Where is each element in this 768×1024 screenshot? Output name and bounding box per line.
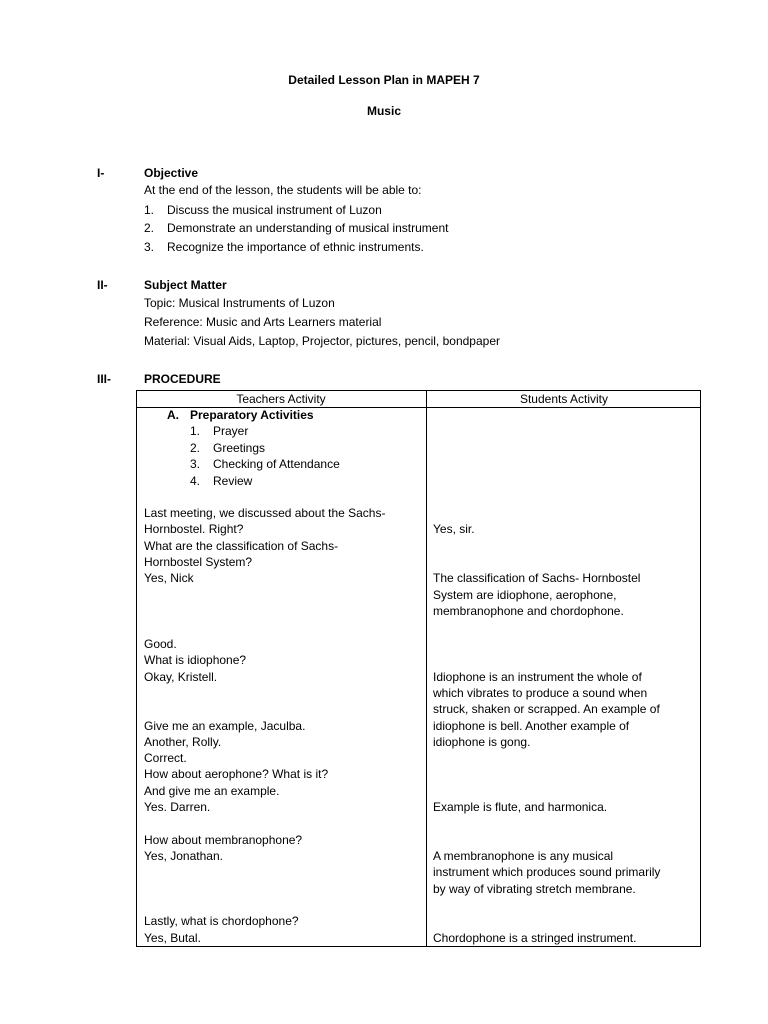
prep-item-1: Prayer [213, 424, 249, 438]
student-line: by way of vibrating stretch membrane. [433, 882, 636, 896]
prep-item-4: Review [213, 474, 253, 488]
student-line: which vibrates to produce a sound when [433, 686, 648, 700]
prep-num-4: 4. [190, 474, 201, 488]
document-title: Detailed Lesson Plan in MAPEH 7 [288, 73, 480, 87]
objective-item-3: Recognize the importance of ethnic instruments. [167, 240, 424, 254]
prep-heading: Preparatory Activities [190, 408, 314, 422]
prep-num-2: 2. [190, 441, 201, 455]
subject-material: Material: Visual Aids, Laptop, Projector, pictures, pencil, bondpaper [144, 334, 500, 348]
student-line: Example is flute, and harmonica. [433, 800, 608, 814]
student-line: The classification of Sachs- Hornbostel [433, 571, 641, 585]
teacher-line: Yes, Jonathan. [144, 849, 223, 863]
table-column-divider [426, 390, 427, 947]
student-line: System are idiophone, aerophone, [433, 588, 617, 602]
student-line: instrument which produces sound primarily [433, 865, 661, 879]
teacher-line: What are the classification of Sachs- [144, 539, 339, 553]
section3-heading: PROCEDURE [144, 372, 221, 386]
prep-item-2: Greetings [213, 441, 266, 455]
prep-letter: A. [167, 408, 179, 422]
student-line: struck, shaken or scrapped. An example of [433, 702, 660, 716]
document-subtitle: Music [366, 104, 401, 118]
teacher-line: And give me an example. [144, 784, 280, 798]
student-line: idiophone is bell. Another example of [433, 719, 630, 733]
objective-num-2: 2. [144, 221, 155, 235]
prep-num-1: 1. [190, 424, 201, 438]
teacher-line: Good. [144, 637, 177, 651]
prep-item-3: Checking of Attendance [213, 457, 340, 471]
student-line: Idiophone is an instrument the whole of [433, 670, 642, 684]
section2-heading: Subject Matter [144, 278, 227, 292]
section1-numeral: I- [97, 166, 105, 180]
student-line: A membranophone is any musical [433, 849, 614, 863]
teacher-line: Lastly, what is chordophone? [144, 914, 299, 928]
teacher-line: Give me an example, Jaculba. [144, 719, 306, 733]
subject-reference: Reference: Music and Arts Learners material [144, 315, 382, 329]
objective-item-1: Discuss the musical instrument of Luzon [167, 203, 382, 217]
teachers-activity-header: Teachers Activity [236, 392, 326, 406]
student-line: membranophone and chordophone. [433, 604, 624, 618]
students-activity-header: Students Activity [519, 392, 609, 406]
section3-numeral: III- [97, 372, 111, 386]
teacher-line: How about aerophone? What is it? [144, 767, 329, 781]
section2-numeral: II- [97, 278, 108, 292]
teacher-line: Last meeting, we discussed about the Sachs- [144, 506, 386, 520]
teacher-line: How about membranophone? [144, 833, 303, 847]
teacher-line: Yes. Darren. [144, 800, 211, 814]
teacher-line: Correct. [144, 751, 187, 765]
section1-intro: At the end of the lesson, the students will be able to: [144, 183, 422, 197]
teacher-line: Yes, Butal. [144, 931, 201, 945]
objective-item-2: Demonstrate an understanding of musical instrument [167, 221, 449, 235]
objective-num-3: 3. [144, 240, 155, 254]
teacher-line: Yes, Nick [144, 571, 194, 585]
teacher-line: What is idiophone? [144, 653, 247, 667]
teacher-line: Hornbostel System? [144, 555, 253, 569]
teacher-line: Hornbostel. Right? [144, 522, 244, 536]
objective-num-1: 1. [144, 203, 155, 217]
section1-heading: Objective [144, 166, 199, 180]
student-line: idiophone is gong. [433, 735, 531, 749]
teacher-line: Okay, Kristell. [144, 670, 218, 684]
subject-topic: Topic: Musical Instruments of Luzon [144, 296, 335, 310]
prep-num-3: 3. [190, 457, 201, 471]
student-line: Chordophone is a stringed instrument. [433, 931, 637, 945]
teacher-line: Another, Rolly. [144, 735, 222, 749]
student-line: Yes, sir. [433, 522, 475, 536]
